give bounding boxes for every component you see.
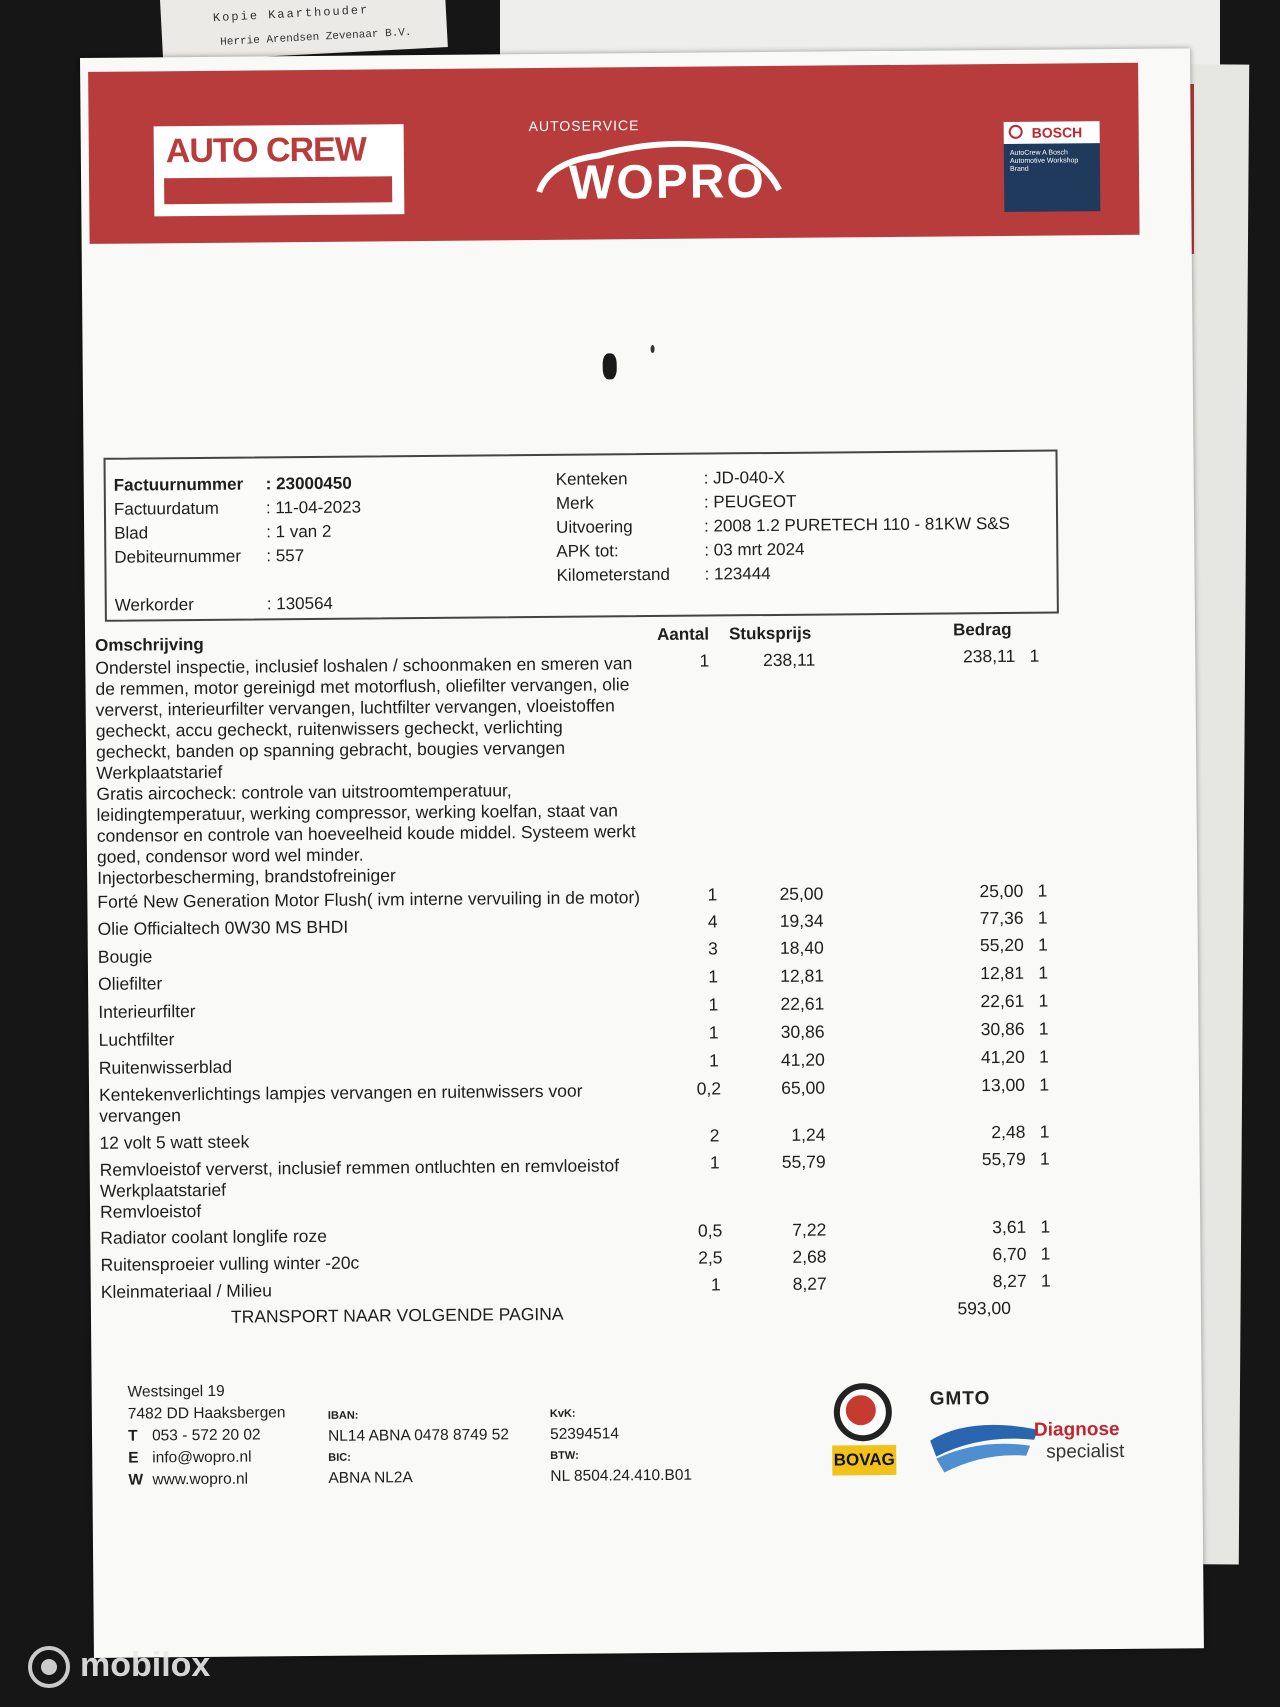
row-7-bedrag: 41,20 xyxy=(980,1046,1025,1068)
mobilox-watermark-text: mobilox xyxy=(80,1646,211,1684)
row-2-stuksprijs: 19,34 xyxy=(779,910,824,931)
row-9-line-0: 12 volt 5 watt steek xyxy=(99,1131,250,1153)
row-4-stuksprijs: 12,81 xyxy=(780,965,825,986)
bovag-logo-text: BOVAG xyxy=(832,1445,896,1476)
row-6-bedrag: 30,86 xyxy=(980,1018,1025,1040)
header-stuksprijs: Stuksprijs xyxy=(728,623,812,644)
address-city: 7482 DD Haaksbergen xyxy=(127,1404,286,1423)
row-0-line-0: Onderstel inspectie, inclusief loshalen / schoonmaken en smeren van xyxy=(95,653,633,678)
blad-label: Blad xyxy=(114,523,149,543)
kenteken-value: : JD-040-X xyxy=(703,467,786,488)
row-8-bedrag: 13,00 xyxy=(981,1074,1026,1096)
row-7-btw: 1 xyxy=(1038,1046,1049,1067)
row-6-line-0: Luchtfilter xyxy=(98,1029,175,1050)
row-5-line-0: Interieurfilter xyxy=(98,1001,196,1022)
website[interactable]: www.wopro.nl xyxy=(152,1470,249,1489)
bosch-logo-text: BOSCH xyxy=(1031,124,1083,141)
header-bedrag: Bedrag xyxy=(952,619,1012,640)
row-8-line-0: Kentekenverlichtings lampjes vervangen en ruitenwissers voor xyxy=(98,1080,583,1105)
diagnose-text: Diagnose xyxy=(1033,1418,1120,1441)
row-8-line-1: vervangen xyxy=(99,1105,182,1126)
row-10-btw: 1 xyxy=(1039,1148,1050,1169)
bic-label: BIC: xyxy=(328,1451,351,1464)
row-9-btw: 1 xyxy=(1039,1121,1050,1142)
invoice-page xyxy=(80,48,1204,1658)
debiteurnummer-value: : 557 xyxy=(266,546,305,566)
factuurnummer-label: Factuurnummer xyxy=(113,474,244,495)
row-0-line-10: Injectorbescherming, brandstofreiniger xyxy=(97,865,396,888)
row-9-aantal: 2 xyxy=(709,1125,720,1146)
row-10-line-2: Remvloeistof xyxy=(99,1200,202,1222)
row-0-line-7: leidingtemperatuur, werking compressor, werking koelfan, staat van xyxy=(96,800,619,825)
email-label: E xyxy=(128,1449,139,1467)
bovag-logo xyxy=(832,1381,897,1482)
row-0-line-9: goed, condensor word wel minder. xyxy=(96,844,364,867)
row-4-line-0: Oliefilter xyxy=(97,973,163,994)
row-6-btw: 1 xyxy=(1038,1018,1049,1039)
row-1-btw: 1 xyxy=(1037,880,1048,901)
autocrew-logo-text: AUTO CREW xyxy=(165,130,367,171)
row-0-line-3: gecheckt, accu gecheckt, ruitenwissers gecheckt, verlichting xyxy=(95,716,563,741)
row-4-aantal: 1 xyxy=(708,966,719,987)
row-12-aantal: 2,5 xyxy=(698,1247,723,1268)
specialist-text: specialist xyxy=(1046,1440,1125,1463)
row-3-aantal: 3 xyxy=(707,938,718,959)
row-1-bedrag: 25,00 xyxy=(979,880,1024,902)
row-7-line-0: Ruitenwisserblad xyxy=(98,1056,233,1078)
row-6-stuksprijs: 30,86 xyxy=(780,1021,825,1042)
row-11-stuksprijs: 7,22 xyxy=(792,1219,827,1240)
row-1-aantal: 1 xyxy=(707,884,718,905)
address-street: Westsingel 19 xyxy=(127,1382,225,1401)
row-9-stuksprijs: 1,24 xyxy=(791,1124,826,1145)
row-13-line-0: Kleinmateriaal / Milieu xyxy=(100,1280,273,1302)
row-3-bedrag: 55,20 xyxy=(979,934,1024,956)
blad-value: : 1 van 2 xyxy=(266,521,332,542)
row-10-line-0: Remvloeistof ververst, inclusief remmen ontluchten en remvloeistof xyxy=(99,1155,620,1180)
bosch-subtitle: AutoCrew A Bosch Automotive Workshop Brand xyxy=(1009,149,1079,173)
werkorder-value: : 130564 xyxy=(266,593,334,614)
row-0-line-5: Werkplaatstarief xyxy=(96,761,223,783)
row-1-stuksprijs: 25,00 xyxy=(779,883,824,904)
row-0-line-2: ververst, interieurfilter vervangen, luchtfilter vervangen, vloeistoffen xyxy=(95,695,615,720)
iban-label: IBAN: xyxy=(327,1409,359,1422)
row-5-btw: 1 xyxy=(1038,990,1049,1011)
row-0-line-8: condensor en controle van hoeveelheid koude middel. Systeem werkt xyxy=(96,821,636,846)
row-10-line-1: Werkplaatstarief xyxy=(99,1179,227,1201)
factuurnummer-value: : 23000450 xyxy=(265,473,352,494)
slip-line-2: Herrie Arendsen Zevenaar B.V. xyxy=(220,26,412,49)
header-aantal: Aantal xyxy=(656,624,710,644)
row-5-stuksprijs: 22,61 xyxy=(780,993,825,1014)
row-11-btw: 1 xyxy=(1040,1216,1051,1237)
werkorder-label: Werkorder xyxy=(114,595,194,615)
row-11-aantal: 0,5 xyxy=(697,1220,723,1241)
row-11-bedrag: 3,61 xyxy=(992,1216,1027,1238)
email-address[interactable]: info@wopro.nl xyxy=(152,1448,252,1467)
kvk-value: 52394514 xyxy=(549,1425,620,1443)
factuurdatum-value: : 11-04-2023 xyxy=(265,497,362,518)
row-12-bedrag: 6,70 xyxy=(992,1243,1027,1265)
autoservice-label: AUTOSERVICE xyxy=(528,117,640,135)
row-4-btw: 1 xyxy=(1038,962,1049,983)
apk-value: : 03 mrt 2024 xyxy=(704,539,805,560)
row-3-stuksprijs: 18,40 xyxy=(779,937,824,958)
row-8-btw: 1 xyxy=(1039,1074,1050,1095)
row-11-line-0: Radiator coolant longlife roze xyxy=(100,1225,328,1248)
uitvoering-label: Uitvoering xyxy=(556,517,633,537)
row-12-btw: 1 xyxy=(1040,1243,1051,1264)
row-10-aantal: 1 xyxy=(709,1152,720,1173)
phone-label: T xyxy=(127,1427,138,1445)
row-8-aantal: 0,2 xyxy=(696,1078,722,1099)
kenteken-label: Kenteken xyxy=(555,469,628,489)
row-12-line-0: Ruitensproeier vulling winter -20c xyxy=(100,1252,360,1275)
row-9-bedrag: 2,48 xyxy=(991,1121,1026,1143)
merk-value: : PEUGEOT xyxy=(703,491,797,512)
factuurdatum-label: Factuurdatum xyxy=(113,498,219,519)
web-label: W xyxy=(128,1471,144,1489)
slip-line-1: Kopie Kaarthouder xyxy=(212,3,370,26)
row-5-aantal: 1 xyxy=(708,994,719,1015)
row-3-line-0: Bougie xyxy=(97,946,153,967)
transport-label: TRANSPORT NAAR VOLGENDE PAGINA xyxy=(230,1303,564,1327)
row-13-btw: 1 xyxy=(1040,1270,1051,1291)
kvk-label: KvK: xyxy=(549,1407,576,1420)
row-0-bedrag: 238,11 xyxy=(962,645,1016,667)
apk-label: APK tot: xyxy=(556,541,619,561)
row-4-bedrag: 12,81 xyxy=(980,962,1025,984)
row-2-line-0: Olie Officialtech 0W30 MS BHDI xyxy=(97,916,349,939)
phone-number: 053 - 572 20 02 xyxy=(151,1426,261,1445)
row-6-aantal: 1 xyxy=(708,1022,719,1043)
row-7-aantal: 1 xyxy=(708,1050,719,1071)
gmto-fan-icon xyxy=(930,1410,1041,1477)
row-3-btw: 1 xyxy=(1037,934,1048,955)
header-omschrijving: Omschrijving xyxy=(95,634,204,655)
row-0-btw: 1 xyxy=(1029,645,1040,666)
row-0-stuksprijs: 238,11 xyxy=(762,649,816,671)
btw-label: BTW: xyxy=(550,1449,579,1462)
merk-label: Merk xyxy=(555,493,594,513)
row-13-stuksprijs: 8,27 xyxy=(792,1273,827,1294)
transport-value: 593,00 xyxy=(957,1297,1012,1319)
iban-value: NL14 ABNA 0478 8749 52 xyxy=(327,1426,510,1445)
row-13-bedrag: 8,27 xyxy=(992,1270,1027,1292)
row-7-stuksprijs: 41,20 xyxy=(780,1049,825,1070)
row-13-aantal: 1 xyxy=(710,1274,721,1295)
receipt-slip xyxy=(160,0,448,62)
row-2-aantal: 4 xyxy=(707,911,718,932)
row-10-stuksprijs: 55,79 xyxy=(781,1151,826,1172)
row-0-line-1: de remmen, motor gereinigd met motorflush, oliefilter vervangen, olie xyxy=(95,674,630,699)
mobilox-logo-icon xyxy=(28,1646,70,1688)
uitvoering-value: : 2008 1.2 PURETECH 110 - 81KW S&S xyxy=(704,513,1011,536)
row-12-stuksprijs: 2,68 xyxy=(792,1246,827,1267)
kilometerstand-label: Kilometerstand xyxy=(556,564,671,585)
row-0-aantal: 1 xyxy=(699,650,710,671)
row-2-btw: 1 xyxy=(1037,907,1048,928)
gmto-logo-text: GMTO xyxy=(929,1388,991,1410)
row-2-bedrag: 77,36 xyxy=(979,907,1024,929)
gmto-logo xyxy=(930,1387,1151,1479)
debiteurnummer-label: Debiteurnummer xyxy=(114,546,242,567)
row-5-bedrag: 22,61 xyxy=(980,990,1025,1012)
btw-value: NL 8504.24.410.B01 xyxy=(550,1466,693,1485)
wopro-logo-text: WOPRO xyxy=(568,155,766,210)
row-8-stuksprijs: 65,00 xyxy=(781,1077,826,1098)
bic-value: ABNA NL2A xyxy=(328,1469,413,1487)
row-1-line-0: Forté New Generation Motor Flush( ivm interne vervuiling in de motor) xyxy=(97,887,641,912)
row-10-bedrag: 55,79 xyxy=(981,1148,1026,1170)
row-0-line-4: gecheckt, banden op spanning gebracht, bougies vervangen xyxy=(95,737,566,762)
kilometerstand-value: : 123444 xyxy=(704,563,771,584)
row-0-line-6: Gratis aircocheck: controle van uitstroomtemperatuur, xyxy=(96,780,512,804)
